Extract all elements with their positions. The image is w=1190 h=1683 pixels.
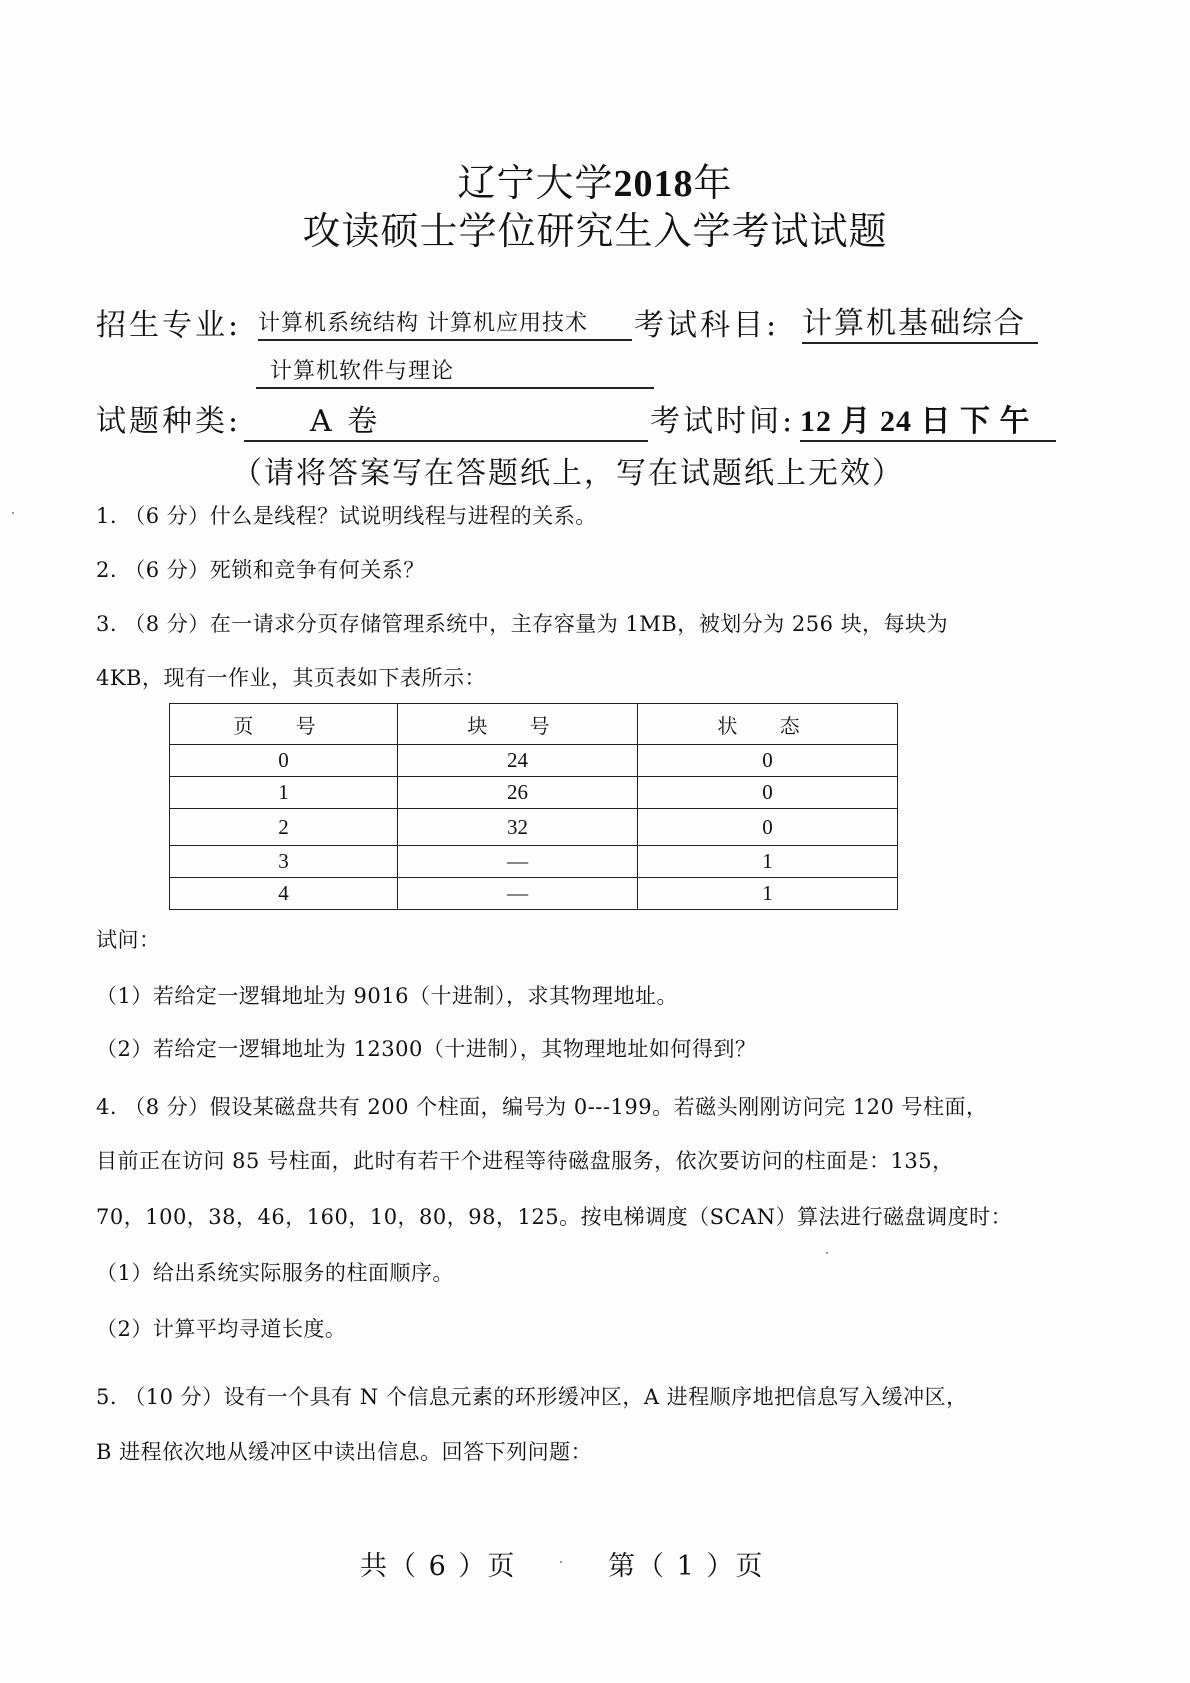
scan-speck xyxy=(826,1252,828,1254)
subject-value: 计算机基础综合 xyxy=(802,298,1038,344)
question-3-line-2: 4KB，现有一作业，其页表如下表所示： xyxy=(96,666,486,690)
major-value-1-text: 计算机系统结构 计算机应用技术 xyxy=(258,311,588,336)
table-row xyxy=(170,809,898,846)
exam-time-label: 考试时间: xyxy=(650,404,796,439)
cell-status: 0 xyxy=(638,809,898,846)
cell-block: — xyxy=(398,878,638,910)
paper-type-value: A 卷 xyxy=(244,396,648,442)
cell-status: 1 xyxy=(638,846,898,878)
title-line-2: 攻读硕士学位研究生入学考试试题 xyxy=(302,209,888,253)
title-year: 2018 xyxy=(613,163,694,205)
question-4-line-3: 70，100，38，46，160，10，80，98，125。按电梯调度（SCAN）算法进行磁盘调度时： xyxy=(96,1205,1013,1229)
page-table-header xyxy=(170,704,898,745)
scan-speck xyxy=(560,1561,562,1563)
major-value-2-text: 计算机软件与理论 xyxy=(270,359,455,384)
cell-page: 1 xyxy=(170,777,398,809)
major-value-2 xyxy=(256,354,654,389)
cell-block: 26 xyxy=(398,777,638,809)
question-5-line-1: 5. （10 分）设有一个具有 N 个信息元素的环形缓冲区，A 进程顺序地把信息写入缓冲区， xyxy=(96,1385,968,1409)
major-value-1 xyxy=(258,306,632,341)
question-4-line-2: 目前正在访问 85 号柱面，此时有若干个进程等待磁盘服务，依次要访问的柱面是：135， xyxy=(96,1149,954,1173)
question-4-line-1: 4. （8 分）假设某磁盘共有 200 个柱面，编号为 0---199。若磁头刚刚访问完 120 号柱面， xyxy=(96,1095,988,1119)
question-3-sub-2: （2）若给定一逻辑地址为 12300（十进制），其物理地址如何得到？ xyxy=(96,1037,757,1061)
header-page-number: 页 号 xyxy=(170,704,398,745)
title-university: 辽宁大学 xyxy=(457,161,614,205)
cell-status: 1 xyxy=(638,878,898,910)
cell-page: 2 xyxy=(170,809,398,846)
footer-current-page: 第（ 1 ）页 xyxy=(608,1551,765,1582)
cell-block: — xyxy=(398,846,638,878)
answer-notice: （请将答案写在答题纸上，写在试题纸上无效） xyxy=(232,456,904,491)
question-3-ask: 试问： xyxy=(96,928,161,952)
cell-status: 0 xyxy=(638,745,898,777)
cell-page: 0 xyxy=(170,745,398,777)
question-4-sub-1: （1）给出系统实际服务的柱面顺序。 xyxy=(96,1261,454,1285)
header-status: 状 态 xyxy=(638,704,898,745)
cell-block: 24 xyxy=(398,745,638,777)
exam-time-value: 12 月 24 日 下 午 xyxy=(800,396,1056,442)
question-3-sub-1: （1）若给定一逻辑地址为 9016（十进制），求其物理地址。 xyxy=(96,984,678,1008)
paper-type-label: 试题种类: xyxy=(96,404,242,439)
question-1: 1. （6 分）什么是线程？试说明线程与进程的关系。 xyxy=(96,504,597,528)
title-line-1 xyxy=(0,152,1190,207)
page-table xyxy=(169,703,898,910)
title-year-suffix: 年 xyxy=(693,161,733,205)
table-row xyxy=(170,878,898,910)
footer-total-pages: 共（ 6 ）页 xyxy=(360,1551,517,1582)
question-4-sub-2: （2）计算平均寻道长度。 xyxy=(96,1317,347,1341)
table-row xyxy=(170,846,898,878)
table-row xyxy=(170,745,898,777)
cell-page: 3 xyxy=(170,846,398,878)
table-row xyxy=(170,777,898,809)
header-block-number: 块 号 xyxy=(398,704,638,745)
major-label: 招生专业: xyxy=(96,308,242,343)
cell-block: 32 xyxy=(398,809,638,846)
subject-label: 考试科目: xyxy=(634,308,780,343)
cell-status: 0 xyxy=(638,777,898,809)
cell-page: 4 xyxy=(170,878,398,910)
question-2: 2. （6 分）死锁和竞争有何关系？ xyxy=(96,558,425,582)
question-5-line-2: B 进程依次地从缓冲区中读出信息。回答下列问题： xyxy=(96,1440,593,1464)
question-3-line-1: 3. （8 分）在一请求分页存储管理系统中，主存容量为 1MB，被划分为 256 块，每块为 xyxy=(96,612,949,636)
scan-speck xyxy=(12,512,14,514)
